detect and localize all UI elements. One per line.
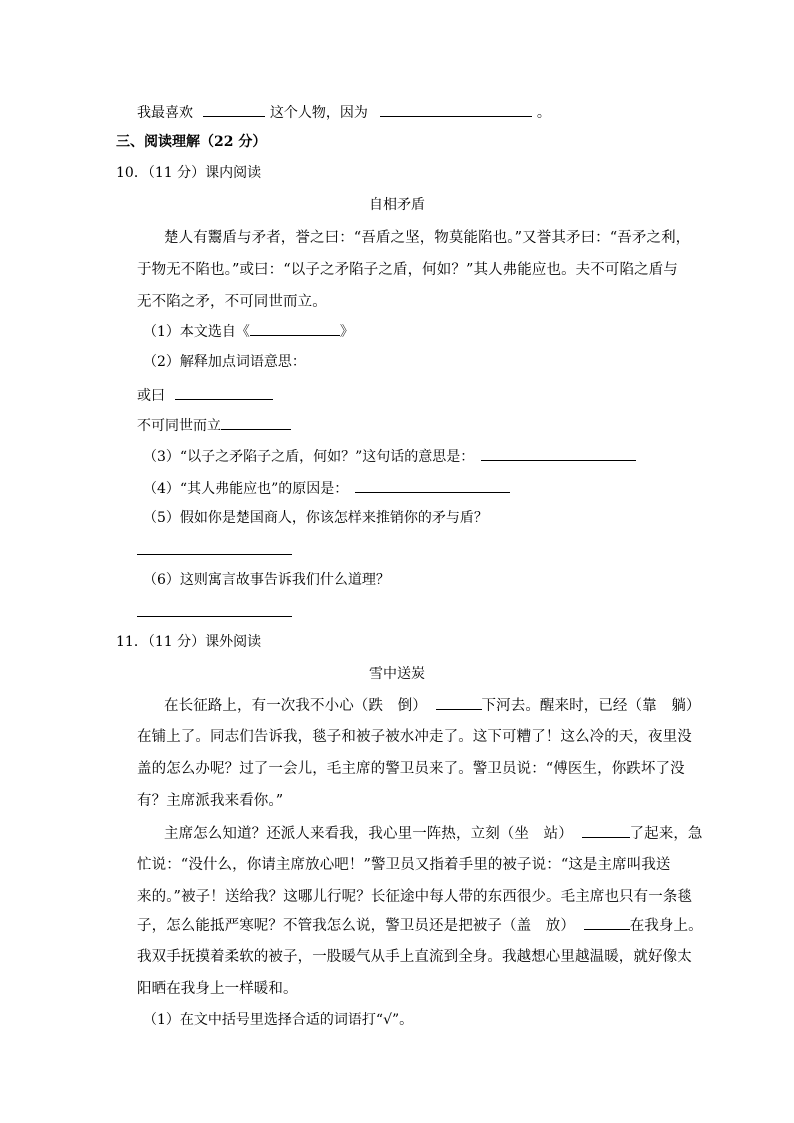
q11-p1-line-1-b: 下河去。醒来时，已经（靠 躺）	[481, 698, 701, 714]
q10-sub1-suffix: 》	[339, 324, 354, 340]
q11-blank-3[interactable]	[584, 915, 630, 930]
q11-p1-line-2: 在铺上了。同志们告诉我，毯子和被子被水冲走了。这下可糟了！这么冷的天，夜里没	[137, 729, 692, 745]
q11-p2-line-5: 我双手抚摸着柔软的被子，一股暖气从手上直流到全身。我越想心里越温暖，就好像太	[137, 949, 692, 965]
q11-p2-line-4	[137, 915, 703, 936]
q10-sub1-prefix: （1）本文选自《	[143, 324, 250, 340]
q10-sub3-blank[interactable]	[481, 446, 636, 461]
q11-p2-line-6: 阳晒在我身上一样暖和。	[137, 981, 298, 997]
q10-sub3	[143, 446, 636, 467]
q10-sub6: （6）这则寓言故事告诉我们什么道理？	[143, 572, 390, 588]
q11-p2-line-4-b: 在我身上。	[629, 918, 703, 934]
q9-answer-line	[137, 102, 551, 123]
q10-term2-row	[137, 415, 291, 436]
q11-header: 11．（11 分）课外阅读	[116, 634, 262, 650]
q10-sub2: （2）解释加点词语意思：	[143, 354, 306, 370]
q10-passage-title: 自相矛盾	[369, 197, 425, 213]
q10-term2-blank[interactable]	[221, 415, 291, 430]
q9-blank-reason[interactable]	[380, 102, 532, 117]
q11-p2-line-2: 忙说：“没什么，你请主席放心吧！”警卫员又指着手里的被子说：“这是主席叫我送	[137, 857, 671, 873]
q10-sub6-answer-line[interactable]	[137, 616, 292, 617]
q11-blank-1[interactable]	[436, 695, 482, 710]
q11-p1-line-4: 有？主席派我来看你。”	[137, 793, 284, 809]
q10-sub5-answer-line[interactable]	[137, 554, 292, 555]
q11-p2-line-1	[164, 823, 703, 844]
q10-sub1	[143, 321, 354, 342]
q10-sub5: （5）假如你是楚国商人，你该怎样来推销你的矛与盾？	[143, 510, 488, 526]
q11-passage-title: 雪中送炭	[369, 666, 425, 682]
q11-p1-line-1-a: 在长征路上，有一次我不小心（跌 倒）	[164, 698, 427, 714]
q10-term2: 不可同世而立	[137, 418, 221, 434]
q11-sub1: （1）在文中括号里选择合适的词语打“√”。	[143, 1012, 414, 1028]
q11-blank-2[interactable]	[582, 823, 630, 838]
q10-sub3-text: （3）“以子之矛陷子之盾，何如？”这句话的意思是：	[143, 449, 475, 465]
q9-mid: 这个人物，因为	[269, 105, 368, 121]
q11-p2-line-1-a: 主席怎么知道？还派人来看我，我心里一阵热，立刻（坐 站）	[164, 826, 573, 842]
q10-term1-row	[137, 385, 273, 406]
q10-sub1-blank[interactable]	[250, 321, 340, 336]
q10-term1: 或曰	[137, 388, 165, 404]
q11-p2-line-4-a: 子，怎么能抵严寒呢？不管我怎么说，警卫员还是把被子（盖 放）	[137, 918, 575, 934]
q11-p1-line-3: 盖的怎么办呢？过了一会儿，毛主席的警卫员来了。警卫员说：“傅医生，你跌坏了没	[137, 761, 685, 777]
section-3-title: 三、阅读理解（22 分）	[116, 134, 267, 150]
q9-end: 。	[536, 105, 551, 121]
q10-passage-line-2: 于物无不陷也。”或曰：“以子之矛陷子之盾，何如？”其人弗能应也。夫不可陷之盾与	[137, 262, 678, 278]
q10-passage-line-1: 楚人有鬻盾与矛者，誉之曰：“吾盾之坚，物莫能陷也。”又誉其矛曰：“吾矛之利，	[164, 230, 691, 246]
q10-sub4-text: （4）“其人弗能应也”的原因是：	[143, 481, 349, 497]
q10-header: 10．（11 分）课内阅读	[116, 165, 262, 181]
q9-blank-character[interactable]	[203, 102, 265, 117]
q10-sub4-blank[interactable]	[355, 478, 510, 493]
q11-p2-line-3: 来的。”被子！送给我？这哪儿行呢？长征途中每人带的东西很少。毛主席也只有一条毯	[137, 889, 693, 905]
q9-prefix: 我最喜欢	[137, 105, 193, 121]
q11-p1-line-1	[164, 695, 701, 716]
q10-sub4	[143, 478, 510, 499]
q10-term1-blank[interactable]	[175, 385, 273, 400]
q11-p2-line-1-b: 了起来，急	[629, 826, 703, 842]
q10-passage-line-3: 无不陷之矛，不可同世而立。	[137, 294, 327, 310]
